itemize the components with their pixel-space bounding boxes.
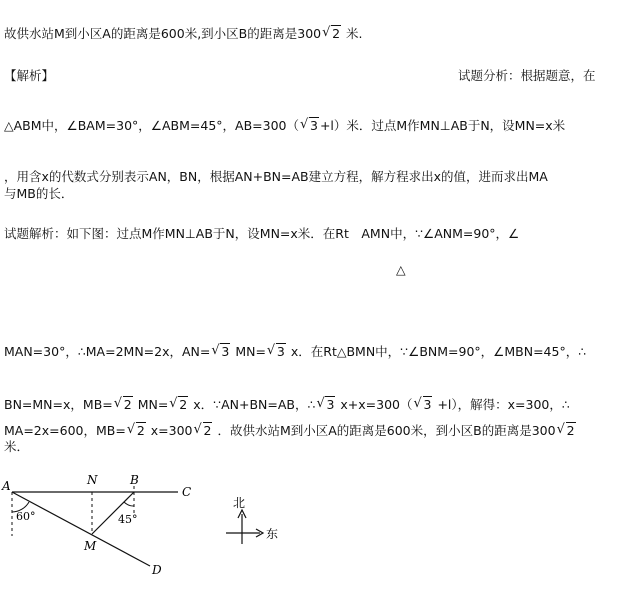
angle-label-b: 45°	[118, 513, 138, 526]
north-label: 北	[233, 496, 246, 510]
analysis-label: 【解析】	[4, 68, 55, 83]
sqrt-symbol: √ 2	[322, 26, 341, 42]
analysis-title: 试题分析：根据题意，在	[458, 68, 596, 83]
label-n: N	[87, 473, 98, 487]
angle-label-a: 60°	[16, 510, 36, 523]
conclusion-line: 故供水站M到小区A的距离是600米,到小区B的距离是300√ 2 米.	[4, 26, 363, 42]
solution-line-5: 米．	[4, 439, 30, 454]
label-c: C	[182, 485, 192, 499]
solution-line-2: MAN=30°，∴MA=2MN=2x，AN=√ 3 MN=√ 3 x．在Rt△BMN中，∵∠BNM=90°，∠MBN=45°，∴	[4, 344, 586, 360]
analysis-line-4: 与MB的长．	[4, 186, 74, 201]
angle-arc-b	[124, 502, 134, 506]
triangle-symbol: △	[396, 262, 406, 277]
line-ad	[12, 492, 150, 566]
solution-line-4: MA=2x=600，MB=√ 2 x=300√ 2 ．故供水站M到小区A的距离是600米，到小区B的距离是300√ 2	[4, 423, 577, 439]
analysis-line-2: △ABM中，∠BAM=30°，∠ABM=45°，AB=300（√ 3 +l）米．过点M作MN⊥AB于N，设MN=x米	[4, 118, 565, 134]
label-d: D	[152, 563, 162, 577]
solution-line-1: 试题解析：如下图：过点M作MN⊥AB于N，设MN=x米．在Rt AMN中，∵∠ANM=90°，∠	[4, 226, 520, 241]
label-a: A	[2, 479, 11, 493]
solution-line-3: BN=MN=x，MB=√ 2 MN=√ 2 x．∵AN+BN=AB，∴√ 3 x+x=300（√ 3 +l），解得：x=300，∴	[4, 397, 570, 413]
label-b: B	[130, 473, 139, 487]
analysis-line-3: ，用含x的代数式分别表示AN，BN，根据AN+BN=AB建立方程，解方程求出x的值，进而求出MA	[4, 169, 548, 184]
east-label: 东	[266, 527, 279, 541]
geometry-diagram	[0, 466, 630, 596]
label-m: M	[84, 539, 97, 553]
